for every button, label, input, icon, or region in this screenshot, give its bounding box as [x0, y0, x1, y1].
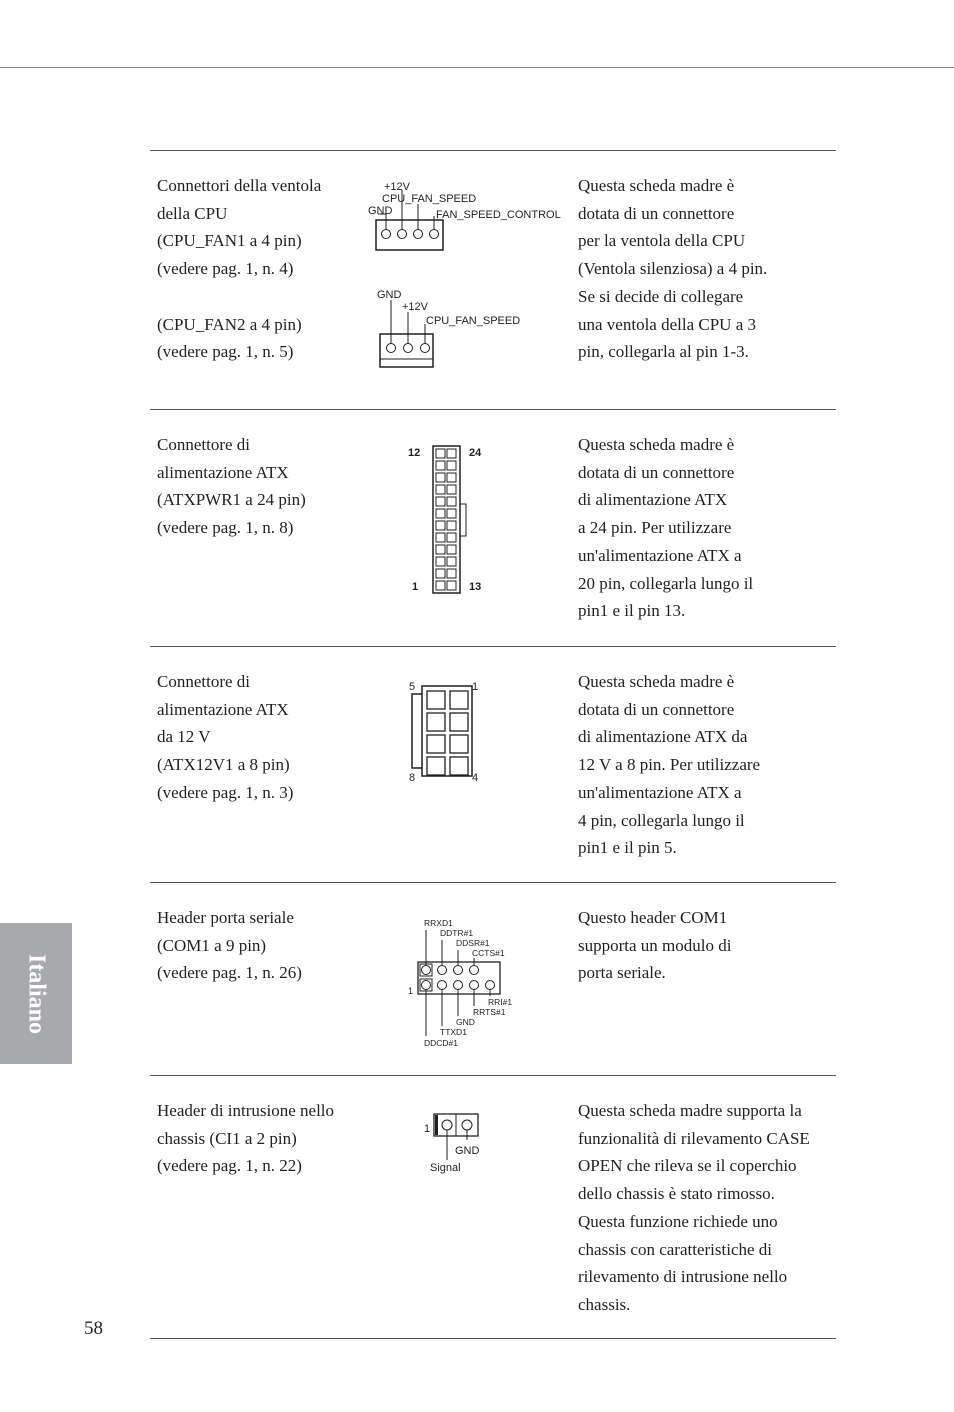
- pin-cell: [447, 485, 456, 494]
- text-line: di alimentazione ATX: [578, 490, 728, 510]
- section-divider: [150, 1075, 836, 1076]
- com1-explanation: [578, 904, 838, 987]
- text-line: rilevamento di intrusione nello: [578, 1267, 788, 1287]
- text-line: alimentazione ATX: [157, 699, 289, 719]
- pin-cell: [436, 473, 445, 482]
- pin-number: 1: [412, 581, 419, 593]
- atx-power-description: [157, 431, 362, 542]
- pin-label: CCTS#1: [472, 948, 505, 958]
- chassis-intrusion-explanation: [578, 1097, 838, 1319]
- text-line: Questa scheda madre è: [578, 176, 735, 195]
- text-line: dotata di un connettore: [578, 203, 735, 223]
- text-line: (vedere pag. 1, n. 4): [157, 259, 294, 279]
- text-line: di alimentazione ATX da: [578, 727, 748, 747]
- pin-number: 1: [424, 1123, 431, 1135]
- text-line: Questa scheda madre è: [578, 435, 735, 454]
- pin-cell: [447, 461, 456, 470]
- pin-cell: [436, 497, 445, 506]
- text-line: Questa scheda madre è: [578, 672, 735, 691]
- pin-number: 12: [408, 447, 421, 459]
- text-line: (vedere pag. 1, n. 3): [157, 782, 294, 802]
- cpu-fan-connector-diagram: [362, 172, 576, 372]
- text-line: Questa funzione richiede uno: [578, 1211, 778, 1231]
- side-tab-label: Italiano: [23, 953, 50, 1034]
- pin-cell: [447, 509, 456, 518]
- cpu-fan-description: [157, 172, 362, 366]
- section-divider: [150, 882, 836, 883]
- text-line: Connettore di: [157, 672, 251, 691]
- chassis-intrusion-description: [157, 1097, 362, 1180]
- text-line: dotata di un connettore: [578, 462, 735, 482]
- pin-cell: [436, 581, 445, 590]
- atx12v-explanation: [578, 668, 838, 862]
- pin-label: RRTS#1: [473, 1007, 506, 1017]
- pin-label: Signal: [430, 1162, 461, 1174]
- text-line: dello chassis è stato rimosso.: [578, 1184, 775, 1204]
- atx-24pin-diagram: [400, 440, 480, 600]
- com1-description: [157, 904, 362, 987]
- text-line: a 24 pin. Per utilizzare: [578, 518, 732, 538]
- text-line: 20 pin, collegarla lungo il: [578, 573, 754, 593]
- text-line: (COM1 a 9 pin): [157, 935, 267, 955]
- text-line: pin, collegarla al pin 1-3.: [578, 342, 749, 362]
- pin-number: 1: [408, 986, 414, 996]
- pin-label: FAN_SPEED_CONTROL: [436, 209, 561, 221]
- pin-number: 8: [409, 772, 416, 784]
- atx12v-description: [157, 668, 362, 807]
- pin-cell: [436, 485, 445, 494]
- text-line: (CPU_FAN1 a 4 pin): [157, 231, 302, 251]
- pin-cell: [436, 509, 445, 518]
- pin-label: RRI#1: [488, 997, 513, 1007]
- text-line: dotata di un connettore: [578, 699, 735, 719]
- chassis-intrusion-diagram: [420, 1108, 500, 1178]
- text-line: 4 pin, collegarla lungo il: [578, 810, 745, 830]
- pin-label: +12V: [384, 181, 410, 193]
- pin-label: TTXD1: [440, 1027, 467, 1037]
- pin-number: 4: [472, 772, 479, 784]
- text-line: Connettori della ventola: [157, 176, 322, 195]
- pin-cell: [447, 497, 456, 506]
- text-line: Questo header COM1: [578, 908, 728, 927]
- text-line: Se si decide di collegare: [578, 286, 744, 306]
- pin-label: RRXD1: [424, 918, 453, 928]
- text-line: (vedere pag. 1, n. 8): [157, 518, 294, 538]
- pin-label: +12V: [402, 301, 428, 313]
- atx12v-8pin-diagram: [400, 676, 490, 788]
- text-line: chassis.: [578, 1294, 631, 1314]
- pin-cell: [447, 581, 456, 590]
- pin-label: GND: [377, 289, 402, 301]
- pin-label: DDTR#1: [440, 928, 474, 938]
- text-line: OPEN che rileva se il coperchio: [578, 1156, 797, 1176]
- pin-cell: [436, 461, 445, 470]
- text-line: (Ventola silenziosa) a 4 pin.: [578, 259, 768, 279]
- text-line: (vedere pag. 1, n. 5): [157, 342, 294, 362]
- section-divider: [150, 150, 836, 151]
- pin-number: 1: [472, 681, 479, 693]
- text-line: alimentazione ATX: [157, 462, 289, 482]
- pin-label: CPU_FAN_SPEED: [382, 193, 477, 205]
- text-line: da 12 V: [157, 727, 211, 747]
- pin-cell: [436, 569, 445, 578]
- text-line: Connettore di: [157, 435, 251, 454]
- text-line: per la ventola della CPU: [578, 231, 746, 251]
- text-line: pin1 e il pin 13.: [578, 601, 686, 621]
- pin-label: DDCD#1: [424, 1038, 459, 1048]
- pin-cell: [447, 557, 456, 566]
- pin-cell: [447, 521, 456, 530]
- pin-cell: [436, 521, 445, 530]
- com1-header-diagram: [400, 914, 530, 1054]
- pin-label: GND: [456, 1017, 475, 1027]
- pin-label: GND: [455, 1145, 480, 1157]
- text-line: un'alimentazione ATX a: [578, 545, 742, 565]
- text-line: Header porta seriale: [157, 908, 294, 927]
- text-line: un'alimentazione ATX a: [578, 782, 742, 802]
- pin-number: 5: [409, 681, 416, 693]
- page-number: 58: [84, 1318, 103, 1339]
- pin-label: CPU_FAN_SPEED: [426, 315, 521, 327]
- text-line: (CPU_FAN2 a 4 pin): [157, 314, 302, 334]
- text-line: chassis (CI1 a 2 pin): [157, 1128, 297, 1148]
- text-line: una ventola della CPU a 3: [578, 314, 756, 334]
- section-divider: [150, 409, 836, 410]
- text-line: supporta un modulo di: [578, 935, 732, 955]
- pin-cell: [436, 533, 445, 542]
- pin-number: 24: [469, 447, 482, 459]
- text-line: [157, 283, 362, 311]
- pin-cell: [436, 545, 445, 554]
- pin-cell: [447, 533, 456, 542]
- header-rule: [0, 67, 954, 68]
- pin-cell: [447, 569, 456, 578]
- text-line: pin1 e il pin 5.: [578, 838, 677, 858]
- text-line: Header di intrusione nello: [157, 1101, 335, 1120]
- text-line: della CPU: [157, 203, 228, 223]
- text-line: Questa scheda madre supporta la: [578, 1101, 802, 1120]
- pin-label: GND: [368, 205, 393, 217]
- pin-cell: [436, 449, 445, 458]
- text-line: (vedere pag. 1, n. 26): [157, 963, 302, 983]
- text-line: (ATXPWR1 a 24 pin): [157, 490, 306, 510]
- pin-number: 13: [469, 581, 482, 593]
- pin-label: DDSR#1: [456, 938, 490, 948]
- cpu-fan-explanation: [578, 172, 838, 366]
- pin-cell: [436, 557, 445, 566]
- text-line: funzionalità di rilevamento CASE: [578, 1128, 810, 1148]
- pin-cell: [447, 545, 456, 554]
- section-divider: [150, 646, 836, 647]
- pin-cell: [447, 449, 456, 458]
- section-divider: [150, 1338, 836, 1339]
- pin-cell: [447, 473, 456, 482]
- text-line: chassis con caratteristiche di: [578, 1239, 773, 1259]
- text-line: (ATX12V1 a 8 pin): [157, 755, 290, 775]
- text-line: porta seriale.: [578, 963, 666, 983]
- language-side-tab: [0, 923, 72, 1064]
- text-line: (vedere pag. 1, n. 22): [157, 1156, 302, 1176]
- atx-power-explanation: [578, 431, 838, 625]
- text-line: 12 V a 8 pin. Per utilizzare: [578, 755, 761, 775]
